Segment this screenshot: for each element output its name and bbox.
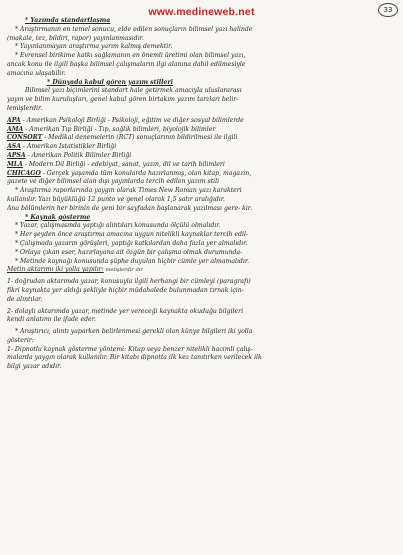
note-line: * Araştırmanın en temel sonucu, elde edilen sonuçların bilimsel yazı halinde bbox=[15, 25, 253, 33]
note-line: 1- doğrudan aktarımda yazar, konusuyla ilgili herhangi bir cümleyi (paragrafı) bbox=[7, 278, 251, 286]
note-line: amacına ulaşabilir. bbox=[7, 69, 66, 77]
note-line: Metin aktarımı iki yolla yapılır: metişlerdir dır bbox=[7, 266, 143, 274]
note-line: 1- Dipnotlu kaynak gösterme yöntemi: Kitap veya benzer nitelikli hacimli çalış- bbox=[7, 345, 253, 353]
note-line: kendi anlatımı ile ifade eder. bbox=[7, 316, 96, 324]
note-line: gazete ve diğer bilimsel alan dışı yayınlarda tercih edilen yazım stili bbox=[7, 178, 220, 186]
style-item-apsa: APSA - Amerikan Politik Bilimler Birliği bbox=[7, 151, 132, 159]
section-heading-standardization: * Yazımda standartlaşma bbox=[25, 17, 111, 24]
note-line: lemişlerdir. bbox=[7, 104, 43, 112]
note-line: bilgi yazar adıdır. bbox=[7, 363, 62, 371]
note-line: gösterir: bbox=[7, 336, 34, 344]
note-line: de alıntılar. bbox=[7, 295, 43, 303]
note-line: * Orlaya çıkan eser, hazırlayana ait özgün bir çalışma olmak durumunda- bbox=[15, 248, 243, 256]
note-line: ancak konu ile ilgili başka bilimsel çalışmaların ilgi alanına dahil edilmesiyle bbox=[7, 60, 246, 68]
style-item-consort: CONSORT - Medikal denemelerin (RCT) sonuçlarının bildirilmesi ile ilgili bbox=[7, 134, 238, 142]
handwritten-notes bbox=[7, 17, 397, 372]
note-line: * Her şeyden önce araştırma amacına uygun nitelikli kaynaklar tercih edil- bbox=[15, 231, 249, 239]
note-line: * Yayınlanmayan araştırma yarım kalmış demektir. bbox=[15, 43, 173, 51]
note-line: yayın ve bilim kuruluşları, genel kabul gören birtakım yazım tarzları belir- bbox=[7, 96, 239, 104]
note-line: 2- dolaylı aktarımda yazar, metinde yer vereceği kaynakta okuduğu bilgileri bbox=[7, 307, 244, 315]
note-line: * Evrensel birikime katkı sağlamanın en önemli üretimi olan bilimsel yazı, bbox=[15, 52, 246, 60]
style-item-asa: ASA - Amerikan İstatistikler Birliği bbox=[7, 143, 117, 151]
style-item-mla: MLA - Modern Dil Birliği - edebiyat, sanat, yazın, dil ve tarih bilimleri bbox=[7, 160, 225, 168]
style-item-chicago: CHICAGO - Gerçek yaşamda tüm konularda hazırlanmış, olan kitap, magazin, bbox=[7, 169, 252, 177]
note-line: * Metinde kaynağı konusunda şüphe duyulan hiçbir cümle yer almamalıdır. bbox=[15, 257, 250, 265]
page-number: 33 bbox=[378, 3, 398, 17]
note-line: fikri kaynakta yer aldığı şekliyle hiçbir müdahalede bulunmadan tırnak için- bbox=[7, 286, 244, 294]
watermark: www.medineweb.net bbox=[148, 6, 255, 18]
note-line: Ana bölümlerin her birinin de yeni bir sayfadan başlanarak yazılması gere- kir. bbox=[7, 204, 253, 212]
style-item-apa: APA - Amerikan Psikoloji Birliği - Psikoloji, eğitim ve diğer sosyal bilimlerde bbox=[7, 116, 244, 124]
section-heading-writing-styles: * Dünyada kabul gören yazım stilleri bbox=[47, 78, 173, 86]
note-line: malarda yaygın olarak kullanılır. Bir kitabı dipnotta ilk kez tanıtırken verilecek ilk bbox=[7, 354, 262, 362]
style-item-ama: AMA - Amerikan Tıp Birliği - Tıp, sağlık bilimleri, biyolojik bilimler bbox=[7, 125, 216, 133]
note-line: kullanılır. Yazı büyüklüğü 12 punto ve genel olarak 1,5 satır aralığıdır. bbox=[7, 195, 225, 203]
note-line: Bilimsel yazı biçimlerini standart hale getirmek amacıyla uluslararası bbox=[25, 87, 242, 95]
note-line: (makale, tez, bildiri, rapor) yayınlanmasıdır. bbox=[7, 34, 144, 42]
note-line: * Araştırıcı, alıntı yaparken belirlenmesi gerekli olan künye bilgileri iki yolla bbox=[15, 328, 253, 336]
note-line: * Araştırma raporlarında yaygın olarak Times New Roman yazı karakteri bbox=[15, 187, 242, 195]
note-line: * Yazar, çalışmasında yaptığı alıntıları konusunda ölçülü olmalıdır. bbox=[15, 222, 221, 230]
section-heading-citation: * Kaynak gösterme bbox=[25, 213, 91, 221]
note-line: * Çalışmada yazarın görüşleri, yaptığı katkılardan daha fazla yer almalıdır. bbox=[15, 239, 248, 247]
